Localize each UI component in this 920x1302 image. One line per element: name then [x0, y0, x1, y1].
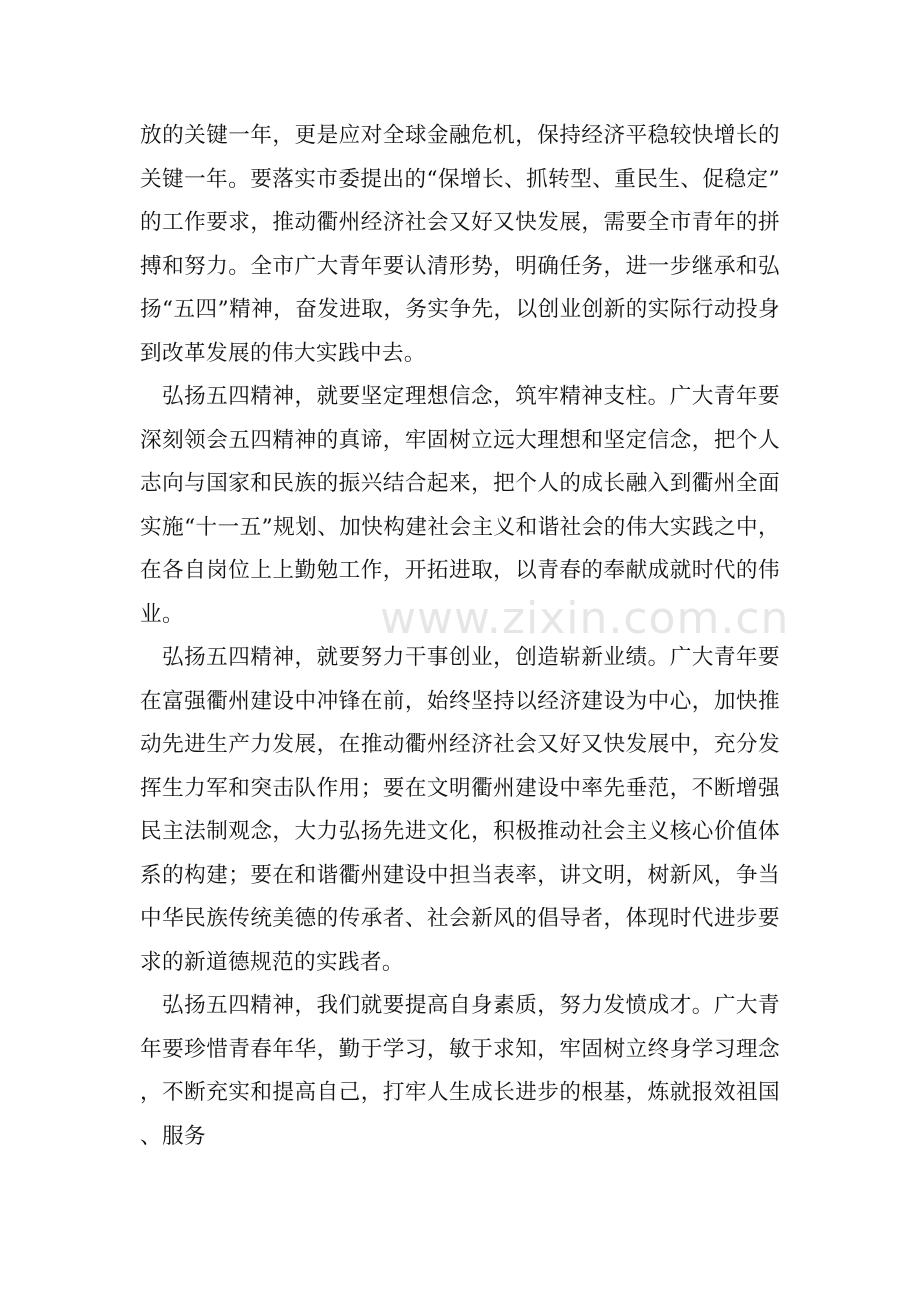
paragraph-ideals: 弘扬五四精神，就要坚定理想信念，筑牢精神支柱。广大青年要深刻领会五四精神的真谛，牢固树立远大理想和坚定信念，把个人志向与国家和民族的振兴结合起来，把个人的成长融入到衢州全面实施“十一五”规划、加快构建社会主义和谐社会的伟大实践之中，在各自岗位上上勤勉工作，开拓进取，以青春的奉献成就时代的伟业。: [140, 384, 780, 627]
paragraph-continuation: 放的关键一年，更是应对全球金融危机，保持经济平稳较快增长的关键一年。要落实市委提出的“保增长、抓转型、重民生、促稳定”的工作要求，推动衢州经济社会又好又快发展，需要全市青年的拼搏和努力。全市广大青年要认清形势，明确任务，进一步继承和弘扬“五四”精神，奋发进取，务实争先，以创业创新的实际行动投身到改革发展的伟大实践中去。: [140, 123, 780, 366]
paragraph-entrepreneurship: 弘扬五四精神，就要努力干事创业，创造崭新业绩。广大青年要在富强衢州建设中冲锋在前，始终坚持以经济建设为中心，加快推动先进生产力发展，在推动衢州经济社会又好又快发展中，充分发挥生力军和突击队作用；要在文明衢州建设中率先垂范，不断增强民主法制观念，大力弘扬先进文化，积极推动社会主义核心价值体系的构建；要在和谐衢州建设中担当表率，讲文明，树新风，争当中华民族传统美德的传承者、社会新风的倡导者，体现时代进步要求的新道德规范的实践者。: [140, 645, 780, 975]
document-body: [140, 114, 780, 1158]
paragraph-self-improvement: 弘扬五四精神，我们就要提高自身素质，努力发愤成才。广大青年要珍惜青春年华，勤于学习，敏于求知，牢固树立终身学习理念，不断充实和提高自己，打牢人生成长进步的根基，炼就报效祖国、服务: [140, 993, 780, 1149]
watermark: www.zixin.com.cn: [380, 593, 790, 644]
